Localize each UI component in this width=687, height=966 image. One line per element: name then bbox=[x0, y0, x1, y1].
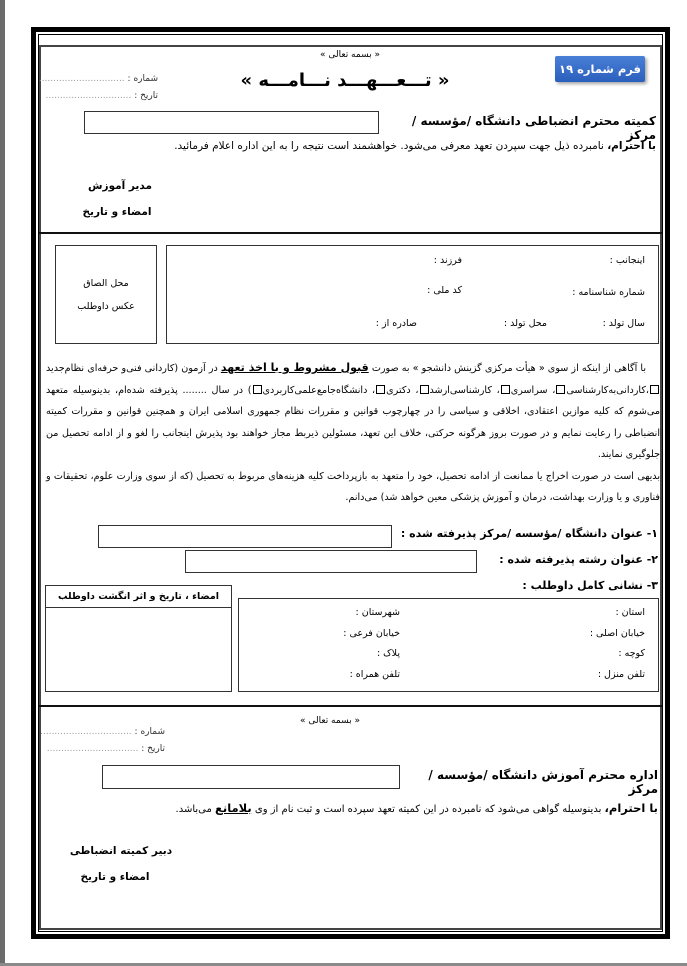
issued-from-field[interactable]: صادره از : bbox=[375, 318, 417, 329]
date-dots-2: ................................ bbox=[46, 744, 139, 754]
main-street-field[interactable]: خیابان اصلی : bbox=[589, 628, 645, 639]
number-dots: .............................. bbox=[38, 74, 125, 84]
bismillah-header: « بسمه تعالی » bbox=[320, 50, 380, 60]
education-director-title: مدیر آموزش bbox=[88, 180, 152, 192]
viewer-left-edge bbox=[0, 0, 5, 966]
date-field-2[interactable] bbox=[45, 744, 165, 754]
no-objection-emphasis: بلامانع bbox=[215, 801, 252, 815]
paragraph-intro: با آگاهی از اینکه از سوی « هیأت مرکزی گزینش دانشجو » به صورت bbox=[368, 363, 646, 374]
birth-year-field[interactable]: سال تولد : bbox=[602, 318, 645, 329]
side-street-field[interactable]: خیابان فرعی : bbox=[343, 628, 400, 639]
name-field[interactable]: اینجانب : bbox=[609, 255, 645, 266]
education-director-signature: امضاء و تاریخ bbox=[82, 206, 152, 218]
paragraph-repayment: بدیهی است در صورت اخراج یا ممانعت از ادامه تحصیل، خود را متعهد به بازپرداخت کلیه هزینه‌های مربوط به تحصیل (که از سوی وزارت علوم، تحقیقات و فناوری و یا وزارت بهداشت، درمان و آموزش پزشکی معین خواهد شد) می‌دانم. bbox=[46, 470, 660, 503]
committee-secretary-title: دبیر کمیته انضباطی bbox=[69, 845, 173, 857]
form-number-badge: فرم شماره ۱۹ bbox=[555, 56, 645, 82]
number-dots-2: ................................ bbox=[40, 727, 132, 737]
birth-place-field[interactable]: محل تولد : bbox=[503, 318, 547, 329]
address-box bbox=[238, 598, 659, 692]
exam-type-label: دکتری bbox=[386, 384, 411, 396]
id-number-field[interactable]: شماره شناسنامه : bbox=[572, 287, 645, 298]
number-field-2[interactable] bbox=[40, 727, 165, 737]
section-divider-1 bbox=[39, 232, 662, 234]
checkbox-masters[interactable] bbox=[420, 385, 429, 394]
greeting-bold-2: با احترام، bbox=[604, 801, 658, 815]
exam-type-label: سراسری bbox=[510, 384, 548, 396]
home-phone-field[interactable]: تلفن منزل : bbox=[597, 669, 645, 680]
checkbox-associate-to-bachelor[interactable] bbox=[556, 385, 565, 394]
accepted-institution-input[interactable] bbox=[98, 525, 392, 548]
exam-type-label: کارشناسی‌ارشد bbox=[429, 384, 492, 396]
checkbox-phd[interactable] bbox=[376, 385, 385, 394]
checkbox-applied-science[interactable] bbox=[253, 385, 262, 394]
alley-field[interactable]: کوچه : bbox=[618, 648, 645, 659]
paragraph-exam-intro: در آزمون (کاردانی فنی‌و حرفه‌ای نظام‌جدید bbox=[46, 363, 221, 374]
page-title: « تـــعـــهـــد نـــامـــه » bbox=[240, 70, 450, 91]
date-dots: .............................. bbox=[45, 91, 132, 101]
photo-placeholder bbox=[55, 245, 157, 344]
checkbox-new-system-associate[interactable] bbox=[650, 385, 659, 394]
committee-secretary-signature: امضاء و تاریخ bbox=[80, 871, 150, 883]
number-field[interactable] bbox=[38, 74, 158, 84]
checkbox-national[interactable] bbox=[501, 385, 510, 394]
bismillah-footer: « بسمه تعالی » bbox=[300, 716, 360, 726]
greeting-line-1 bbox=[50, 140, 656, 152]
greeting-text-1: نامبرده ذیل جهت سپردن تعهد معرفی می‌شود. خواهشمند است نتیجه را به این اداره اعلام فرمائید. bbox=[174, 140, 608, 152]
city-field[interactable]: شهرستان : bbox=[355, 607, 400, 618]
national-code-field[interactable]: کد ملی : bbox=[427, 285, 462, 296]
signature-box-title: امضاء ، تاریخ و اثر انگشت داوطلب bbox=[46, 586, 231, 608]
exam-type-label: دانشگاه‌جامع‌علمی‌کاربردی bbox=[262, 384, 368, 396]
plaque-field[interactable]: پلاک : bbox=[376, 648, 400, 659]
education-office-addressee: اداره محترم آموزش دانشگاه /مؤسسه /مرکز bbox=[428, 768, 658, 796]
item3-label: ۳- نشانی کامل داوطلب : bbox=[522, 579, 658, 592]
candidate-signature-box[interactable] bbox=[45, 585, 232, 692]
accepted-major-input[interactable] bbox=[185, 550, 477, 573]
exam-type-label: کاردانی‌به‌کارشناسی bbox=[566, 384, 646, 396]
photo-label-2: عکس داوطلب bbox=[77, 300, 135, 312]
greeting-line-2 bbox=[60, 801, 658, 815]
date-label: تاریخ : bbox=[134, 91, 158, 101]
child-of-field[interactable]: فرزند : bbox=[433, 255, 462, 266]
photo-label-1: محل الصاق bbox=[83, 277, 129, 289]
number-label: شماره : bbox=[127, 74, 158, 84]
section-divider-2 bbox=[39, 705, 662, 707]
committee-addressee: کمیته محترم انضباطی دانشگاه /مؤسسه /مرکز bbox=[411, 114, 656, 142]
province-field[interactable]: استان : bbox=[615, 607, 645, 618]
conditional-acceptance-emphasis: قبول مشروط و با اخذ تعهد bbox=[220, 361, 369, 374]
item1-label: ۱- عنوان دانشگاه /مؤسسه /مرکز پذیرفته شده : bbox=[400, 527, 658, 540]
date-field[interactable] bbox=[45, 91, 158, 101]
greeting-text-2: بدینوسیله گواهی می‌شود که نامبرده در این کمیته تعهد سپرده است و ثبت نام از وی bbox=[251, 804, 605, 815]
mobile-phone-field[interactable]: تلفن همراه : bbox=[349, 669, 400, 680]
commitment-paragraph: با آگاهی از اینکه از سوی « هیأت مرکزی گزینش دانشجو » به صورت قبول مشروط و با اخذ تعهد در آزمون (کاردانی فنی‌و حرفه‌ای نظام‌جدید،کاردانی‌به‌کارشناسی، سراسری، کارشناسی‌ارشد، دکتری، دانشگاه‌جامع‌علمی‌کاربردی) در سال ........ پذیرفته شده‌ام، بدینوسیله متعهد می‌شوم که کلیه موازین اعتقادی، اخلاقی و سیاسی را در چهارچوب قوانین و مقررات نظام جمهوری اسلامی ایران و همچنین قوانین و مقررات کمیته انضباطی را رعایت نمایم و در صورت بروز هرگونه حرکتی، خلاف این تعهد، مسئولین ذیربط مجاز خواهند بود پذیرش اینجانب را لغو و از ادامه تحصیل من جلوگیری نمایند. بدیهی است در صورت اخراج یا ممانعت از ادامه تحصیل، خود را متعهد به بازپرداخت کلیه هزینه‌های مربوط به تحصیل (که از سوی وزارت علوم، تحقیقات و فناوری و یا وزارت بهداشت، درمان و آموزش پزشکی معین خواهد شد) می‌دانم. bbox=[46, 361, 660, 503]
greeting-bold-1: با احترام، bbox=[607, 140, 656, 152]
item2-label: ۲- عنوان رشته پذیرفته شده : bbox=[499, 553, 658, 566]
date-label-2: تاریخ : bbox=[141, 744, 165, 754]
paragraph-commitment-body: در سال ........ پذیرفته شده‌ام، بدینوسیله متعهد می‌شوم که کلیه موازین اعتقادی، اخلاقی و سیاسی را در چهارچوب قوانین و مقررات نظام جمهوری اسلامی ایران و همچنین قوانین و مقررات کمیته انضباطی را رعایت نمایم و در صورت بروز هرگونه حرکتی، خلاف این تعهد، مسئولین ذیربط مجاز خواهند بود پذیرش اینجانب را لغو و از ادامه تحصیل من جلوگیری نمایند. bbox=[46, 384, 660, 460]
institution-input-2[interactable] bbox=[102, 765, 400, 789]
greeting-end-2: می‌باشد. bbox=[175, 804, 216, 815]
number-label-2: شماره : bbox=[134, 727, 165, 737]
institution-input-1[interactable] bbox=[84, 111, 379, 134]
